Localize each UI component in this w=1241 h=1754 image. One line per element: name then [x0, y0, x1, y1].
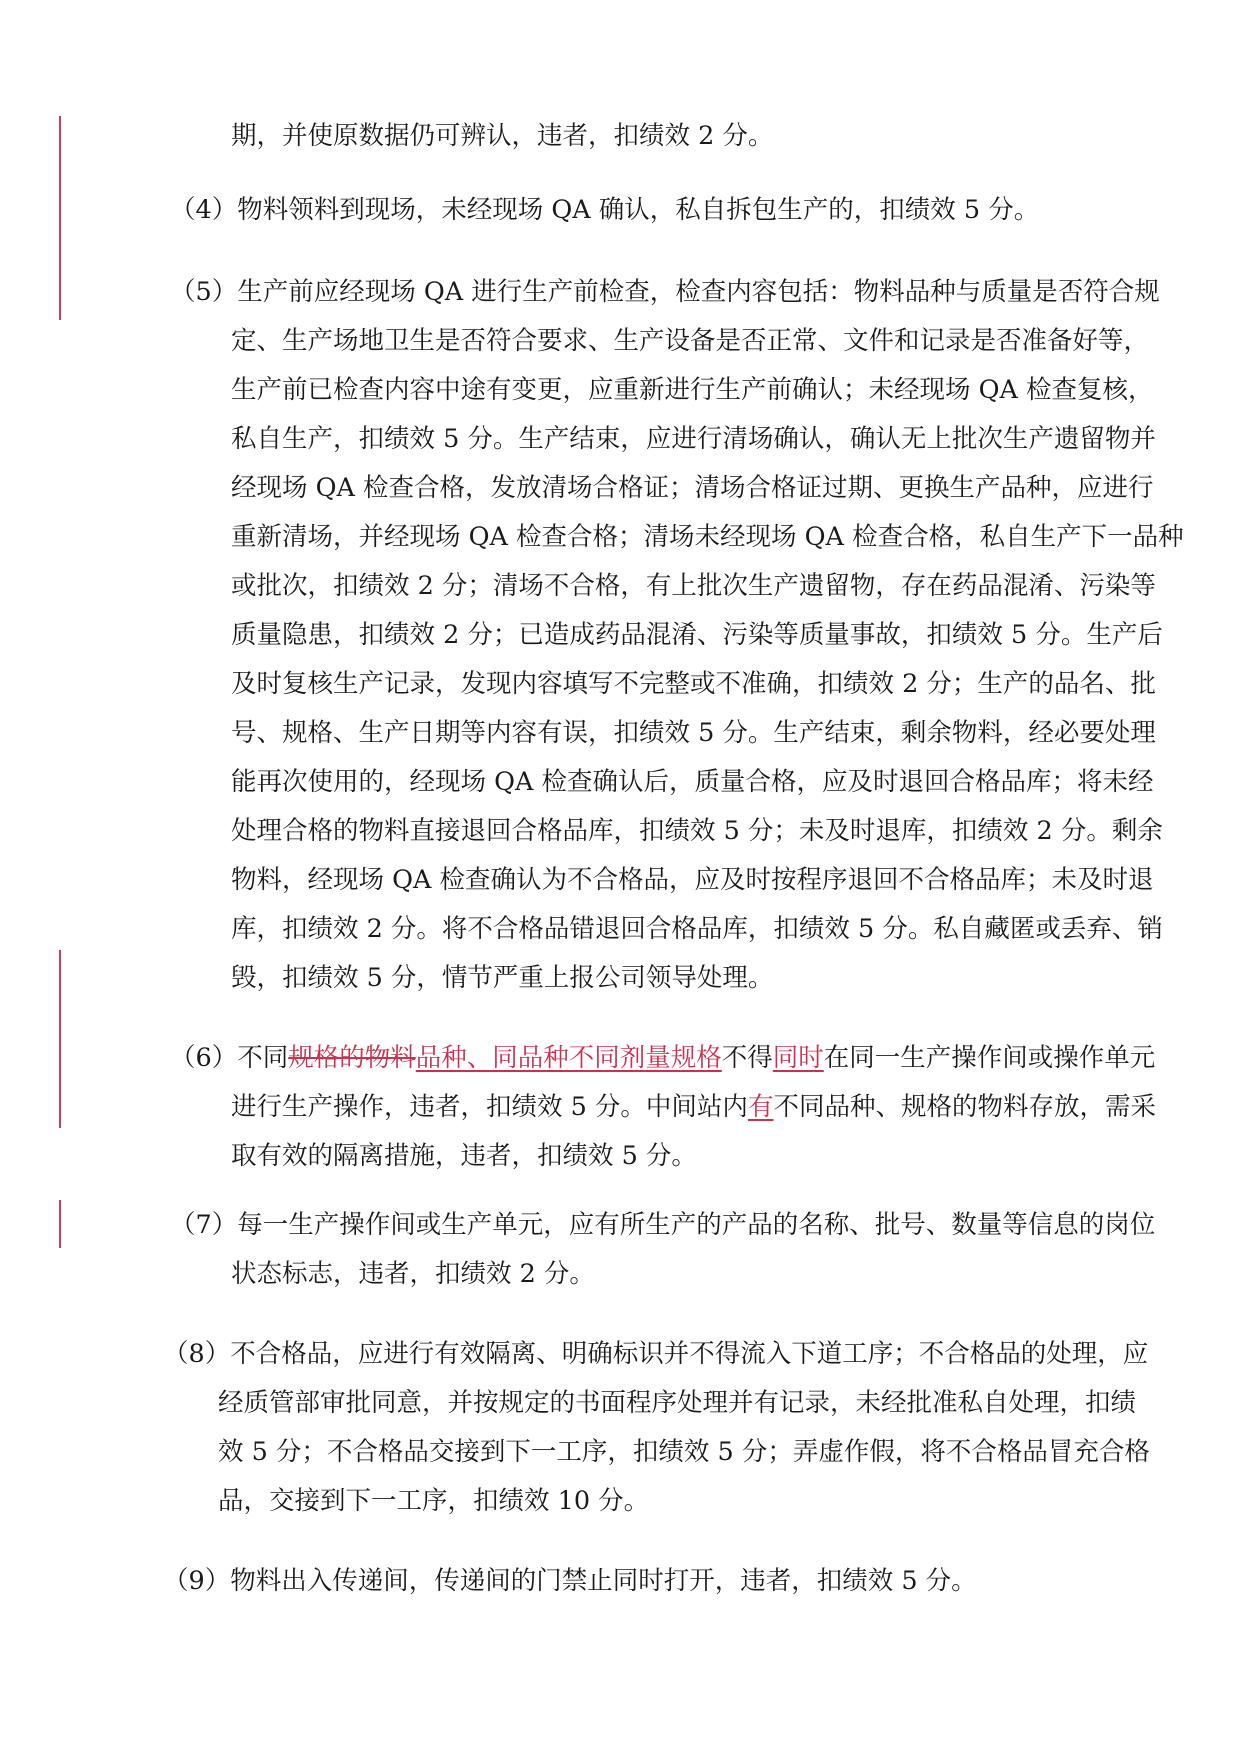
inserted-text: 同时 [772, 1043, 824, 1073]
item-5-line: （5）生产前应经现场 QA 进行生产前检查，检查内容包括：物料品种与质量是否符合规 [170, 277, 1160, 307]
paragraph-line: 期，并使原数据仍可辨认，违者，扣绩效 2 分。 [231, 121, 774, 151]
text-run: （6）不同 [170, 1043, 289, 1073]
item-5-line: 号、规格、生产日期等内容有误，扣绩效 5 分。生产结束，剩余物料，经必要处理 [231, 718, 1156, 748]
item-6-line [170, 1034, 1155, 1082]
item-5-line: 经现场 QA 检查合格，发放清场合格证；清场合格证过期、更换生产品种，应进行 [231, 473, 1154, 503]
inserted-text: 品种、同品种不同剂量规格 [415, 1043, 722, 1073]
item-7-line: （7）每一生产操作间或生产单元，应有所生产的产品的名称、批号、数量等信息的岗位 [170, 1210, 1156, 1240]
item-8-line: 品，交接到下一工序，扣绩效 10 分。 [218, 1486, 650, 1516]
inserted-text: 有 [747, 1092, 774, 1122]
item-5-line: 及时复核生产记录，发现内容填写不完整或不准确，扣绩效 2 分；生产的品名、批 [231, 669, 1156, 699]
item-5-line: 处理合格的物料直接退回合格品库，扣绩效 5 分；未及时退库，扣绩效 2 分。剩余 [231, 816, 1163, 846]
item-5-line: 或批次，扣绩效 2 分；清场不合格，有上批次生产遗留物，存在药品混淆、污染等 [231, 571, 1156, 601]
change-bar [59, 950, 61, 1128]
item-5-line: 质量隐患，扣绩效 2 分；已造成药品混淆、污染等质量事故，扣绩效 5 分。生产后 [231, 620, 1163, 650]
item-8-line: 经质管部审批同意，并按规定的书面程序处理并有记录，未经批准私自处理，扣绩 [218, 1388, 1137, 1418]
item-6-line [231, 1083, 1156, 1131]
text-run: 不同品种、规格的物料存放，需采 [773, 1092, 1156, 1122]
item-4-line: （4）物料领料到现场，未经现场 QA 确认，私自拆包生产的，扣绩效 5 分。 [170, 195, 1040, 225]
item-5-line: 库，扣绩效 2 分。将不合格品错退回合格品库，扣绩效 5 分。私自藏匿或丢弃、销 [231, 914, 1163, 944]
item-9-line: （9）物料出入传递间，传递间的门禁止同时打开，违者，扣绩效 5 分。 [163, 1566, 977, 1596]
item-5-line: 物料，经现场 QA 检查确认为不合格品，应及时按程序退回不合格品库；未及时退 [231, 865, 1154, 895]
item-6-line: 取有效的隔离措施，违者，扣绩效 5 分。 [231, 1141, 697, 1171]
item-5-line: 能再次使用的，经现场 QA 检查确认后，质量合格，应及时退回合格品库；将未经 [231, 767, 1154, 797]
item-7-line: 状态标志，违者，扣绩效 2 分。 [231, 1259, 595, 1289]
text-run: 不得 [721, 1043, 773, 1073]
item-5-line: 生产前已检查内容中途有变更，应重新进行生产前确认；未经现场 QA 检查复核， [231, 375, 1154, 405]
deleted-text: 规格的物料 [288, 1043, 416, 1073]
item-5-line: 私自生产，扣绩效 5 分。生产结束，应进行清场确认，确认无上批次生产遗留物并 [231, 424, 1156, 454]
item-5-line: 重新清场，并经现场 QA 检查合格；清场未经现场 QA 检查合格，私自生产下一品种 [231, 522, 1184, 552]
item-5-line: 定、生产场地卫生是否符合要求、生产设备是否正常、文件和记录是否准备好等， [231, 326, 1150, 356]
text-run: 进行生产操作，违者，扣绩效 5 分。中间站内 [231, 1092, 748, 1122]
item-8-line: 效 5 分；不合格品交接到下一工序，扣绩效 5 分；弄虚作假，将不合格品冒充合格 [218, 1437, 1150, 1467]
change-bar [59, 1200, 61, 1248]
item-8-line: （8）不合格品，应进行有效隔离、明确标识并不得流入下道工序；不合格品的处理，应 [163, 1339, 1149, 1369]
change-bar [59, 116, 61, 320]
text-run: 在同一生产操作间或操作单元 [823, 1043, 1156, 1073]
item-5-line: 毁，扣绩效 5 分，情节严重上报公司领导处理。 [231, 963, 774, 993]
